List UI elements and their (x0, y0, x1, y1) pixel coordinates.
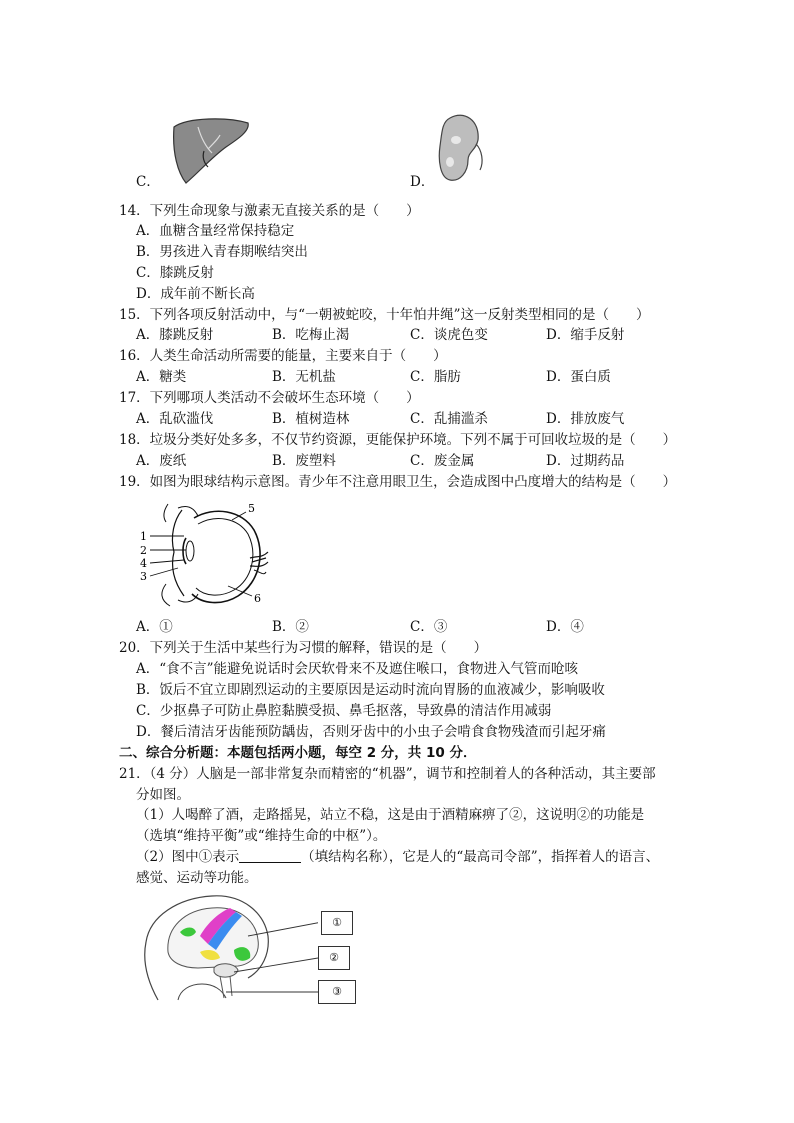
question-17-option-c[interactable]: C．乱捕滥杀 (410, 411, 488, 427)
eyeball-diagram (138, 500, 273, 610)
brain-diagram (138, 892, 318, 1010)
question-14-option-d[interactable]: D．成年前不断长高 (136, 286, 255, 302)
question-16-option-b[interactable]: B．无机盐 (272, 369, 336, 385)
brain-label-box-3: ③ (318, 980, 356, 1004)
question-16-stem: 16．人类生命活动所需要的能量，主要来自于（ ） (119, 348, 447, 364)
brain-label-box-1: ① (321, 911, 353, 935)
question-17-option-a[interactable]: A．乱砍滥伐 (136, 411, 214, 427)
question-21-part-1-line-1: （1）人喝醉了酒，走路摇晃，站立不稳，这是由于酒精麻痹了②，这说明②的功能是 (136, 807, 645, 823)
question-17-stem: 17．下列哪项人类活动不会破坏生态环境（ ） (119, 390, 420, 406)
question-15-option-b[interactable]: B．吃梅止渴 (272, 327, 350, 343)
eye-label-6: 6 (254, 592, 261, 605)
question-15-option-a[interactable]: A．膝跳反射 (136, 327, 214, 343)
question-14-option-a[interactable]: A．血糖含量经常保持稳定 (136, 223, 295, 239)
question-15-stem: 15．下列各项反射活动中，与“一朝被蛇咬，十年怕井绳”这一反射类型相同的是（ ） (119, 307, 650, 323)
question-18-option-d[interactable]: D．过期药品 (546, 453, 625, 469)
liver-image (168, 113, 252, 185)
option-d-label: D． (410, 174, 435, 190)
question-14-stem: 14．下列生命现象与激素无直接关系的是（ ） (119, 203, 420, 219)
question-20-option-b[interactable]: B．饭后不宜立即剧烈运动的主要原因是运动时流向胃肠的血液减少，影响吸收 (136, 682, 605, 698)
question-20-stem: 20．下列关于生活中某些行为习惯的解释，错误的是（ ） (119, 640, 488, 656)
question-15-option-c[interactable]: C．谈虎色变 (410, 327, 488, 343)
question-20-option-c[interactable]: C．少抠鼻子可防止鼻腔黏膜受损、鼻毛抠落，导致鼻的清洁作用减弱 (136, 703, 552, 719)
question-17-option-d[interactable]: D．排放废气 (546, 411, 625, 427)
question-21-part-2-prefix: （2）图中①表示 (136, 849, 240, 865)
question-18-stem: 18．垃圾分类好处多多，不仅节约资源，更能保护环境。下列不属于可回收垃圾的是（ ） (119, 432, 677, 448)
question-19-option-a[interactable]: A．① (136, 619, 173, 635)
question-19-option-b[interactable]: B．② (272, 619, 309, 635)
question-18-option-b[interactable]: B．废塑料 (272, 453, 336, 469)
eye-label-4: 4 (140, 557, 147, 570)
kidney-image (436, 110, 488, 186)
question-15-option-d[interactable]: D．缩手反射 (546, 327, 625, 343)
question-21-part-1-line-2: （选填“维持平衡”或“维持生命的中枢”）。 (136, 828, 387, 844)
question-21-part-2-line-1 (136, 847, 659, 867)
question-21-line-1: 21．（4 分）人脑是一部非常复杂而精密的“机器”，调节和控制着人的各种活动，其主要部 (119, 766, 656, 782)
section-2-heading: 二、综合分析题：本题包括两小题，每空 2 分，共 10 分． (119, 745, 477, 761)
question-19-option-d[interactable]: D．④ (546, 619, 584, 635)
question-18-option-c[interactable]: C．废金属 (410, 453, 475, 469)
question-14-option-c[interactable]: C．膝跳反射 (136, 265, 214, 281)
eye-label-3: 3 (140, 570, 147, 583)
question-16-option-c[interactable]: C．脂肪 (410, 369, 461, 385)
question-20-option-d[interactable]: D．餐后清洁牙齿能预防龋齿，否则牙齿中的小虫子会啃食食物残渣而引起牙痛 (136, 724, 606, 740)
question-16-option-d[interactable]: D．蛋白质 (546, 369, 611, 385)
eye-label-2: 2 (140, 544, 147, 557)
brain-label-box-2: ② (318, 946, 350, 970)
question-21-part-2-line-2: 感觉、运动等功能。 (136, 870, 258, 886)
question-20-option-a[interactable]: A．“食不言”能避免说话时会厌软骨来不及遮住喉口，食物进入气管而呛咳 (136, 661, 579, 677)
question-17-option-b[interactable]: B．植树造林 (272, 411, 350, 427)
answer-blank[interactable] (239, 848, 301, 863)
option-c-label: C． (136, 174, 160, 190)
eye-label-5: 5 (248, 502, 255, 515)
question-14-option-b[interactable]: B．男孩进入青春期喉结突出 (136, 244, 308, 260)
question-19-stem: 19．如图为眼球结构示意图。青少年不注意用眼卫生，会造成图中凸度增大的结构是（ ） (119, 474, 677, 490)
question-21-line-2: 分如图。 (136, 787, 190, 803)
eye-label-1: 1 (140, 530, 147, 543)
question-21-part-2-suffix: （填结构名称），它是人的“最高司令部”，指挥着人的语言、 (301, 849, 660, 865)
question-19-option-c[interactable]: C．③ (410, 619, 448, 635)
question-18-option-a[interactable]: A．废纸 (136, 453, 187, 469)
question-16-option-a[interactable]: A．糖类 (136, 369, 187, 385)
